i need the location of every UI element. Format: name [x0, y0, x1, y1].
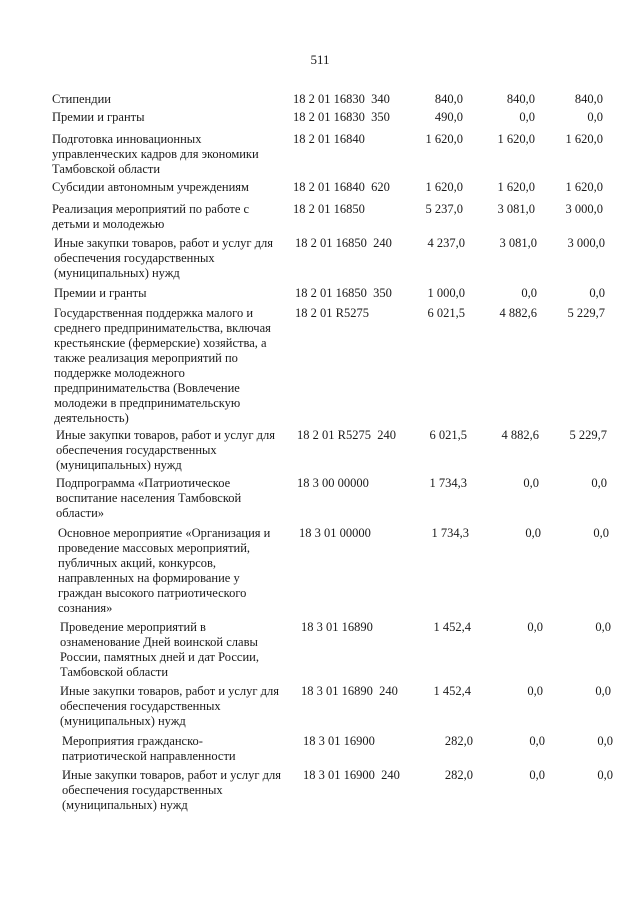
row-value-2: 0,0 — [519, 110, 535, 124]
row-value-3: 5 229,7 — [567, 306, 605, 320]
row-value-1: 1 620,0 — [425, 180, 463, 194]
row-name: Субсидии автономным учреждениям — [52, 180, 249, 194]
row-value-1: 6 021,5 — [429, 428, 467, 442]
row-value-2: 4 882,6 — [499, 306, 537, 320]
row-value-2: 0,0 — [525, 526, 541, 540]
row-value-2: 3 081,0 — [499, 236, 537, 250]
row-code: 18 3 01 16900 240 — [303, 768, 400, 782]
row-value-1: 840,0 — [434, 92, 463, 106]
row-code: 18 3 01 16890 — [301, 620, 373, 634]
row-value-1: 6 021,5 — [427, 306, 465, 320]
row-code: 18 3 00 00000 — [297, 476, 369, 490]
row-code: 18 2 01 16840 — [293, 132, 365, 146]
row-value-2: 0,0 — [521, 286, 537, 300]
row-value-2: 0,0 — [527, 684, 543, 698]
row-name: Иные закупки товаров, работ и услуг для обеспечения государственных (муниципальных) нужд — [56, 428, 276, 472]
row-code: 18 2 01 16830 350 — [293, 110, 390, 124]
row-value-3: 0,0 — [587, 110, 603, 124]
row-value-3: 1 620,0 — [565, 132, 603, 146]
row-value-1: 4 237,0 — [427, 236, 465, 250]
row-name: Иные закупки товаров, работ и услуг для обеспечения государственных (муниципальных) нужд — [54, 236, 274, 280]
row-value-2: 4 882,6 — [501, 428, 539, 442]
row-name: Мероприятия гражданско- патриотической направленности — [62, 734, 236, 763]
row-code: 18 2 01 16830 340 — [293, 92, 390, 106]
row-value-3: 0,0 — [591, 476, 607, 490]
row-value-3: 1 620,0 — [565, 180, 603, 194]
row-code: 18 2 01 R5275 240 — [297, 428, 396, 442]
row-value-1: 1 452,4 — [433, 684, 471, 698]
row-value-3: 0,0 — [595, 620, 611, 634]
row-value-1: 5 237,0 — [425, 202, 463, 216]
row-value-3: 0,0 — [589, 286, 605, 300]
row-value-2: 1 620,0 — [497, 132, 535, 146]
row-name: Подготовка инновационных управленческих кадров для экономики Тамбовской области — [52, 132, 259, 176]
row-value-2: 0,0 — [529, 734, 545, 748]
row-code: 18 3 01 00000 — [299, 526, 371, 540]
row-name: Премии и гранты — [52, 110, 145, 124]
row-value-3: 0,0 — [597, 734, 613, 748]
row-name: Премии и гранты — [54, 286, 147, 300]
row-value-1: 1 734,3 — [429, 476, 467, 490]
row-value-1: 282,0 — [444, 768, 473, 782]
row-value-3: 5 229,7 — [569, 428, 607, 442]
row-value-1: 1 000,0 — [427, 286, 465, 300]
row-name: Стипендии — [52, 92, 111, 106]
row-value-1: 1 620,0 — [425, 132, 463, 146]
page-number: 511 — [310, 52, 330, 67]
row-value-3: 0,0 — [597, 768, 613, 782]
row-name: Иные закупки товаров, работ и услуг для обеспечения государственных (муниципальных) нужд — [62, 768, 282, 812]
row-value-1: 282,0 — [444, 734, 473, 748]
row-value-2: 3 081,0 — [497, 202, 535, 216]
row-code: 18 2 01 16850 240 — [295, 236, 392, 250]
row-value-2: 840,0 — [506, 92, 535, 106]
row-code: 18 2 01 16850 350 — [295, 286, 392, 300]
row-value-2: 0,0 — [523, 476, 539, 490]
row-value-3: 3 000,0 — [567, 236, 605, 250]
row-name: Иные закупки товаров, работ и услуг для обеспечения государственных (муниципальных) нужд — [60, 684, 280, 728]
row-name: Проведение мероприятий в ознаменование Дней воинской славы России, памятных дней и дат России, Тамбовской области — [60, 620, 259, 679]
row-value-1: 1 734,3 — [431, 526, 469, 540]
row-name: Подпрограмма «Патриотическое воспитание населения Тамбовской области» — [56, 476, 242, 520]
row-code: 18 2 01 R5275 — [295, 306, 369, 320]
row-code: 18 3 01 16890 240 — [301, 684, 398, 698]
row-code: 18 2 01 16840 620 — [293, 180, 390, 194]
row-value-1: 1 452,4 — [433, 620, 471, 634]
row-value-2: 0,0 — [529, 768, 545, 782]
row-name: Государственная поддержка малого и среднего предпринимательства, включая крестьянские (фермерские) хозяйства, а также реализация мероприятий по поддержке молодежного предпринимательства (Вовлечение молодежи в предпринимательскую деятельность) — [54, 306, 271, 425]
row-value-2: 0,0 — [527, 620, 543, 634]
row-value-3: 840,0 — [574, 92, 603, 106]
row-value-3: 0,0 — [593, 526, 609, 540]
row-value-1: 490,0 — [434, 110, 463, 124]
row-code: 18 3 01 16900 — [303, 734, 375, 748]
row-code: 18 2 01 16850 — [293, 202, 365, 216]
row-value-2: 1 620,0 — [497, 180, 535, 194]
row-name: Реализация мероприятий по работе с детьми и молодежью — [52, 202, 250, 231]
row-name: Основное мероприятие «Организация и проведение массовых мероприятий, публичных акций, конкурсов, направленных на формирование у граждан высокого патриотического сознания» — [58, 526, 271, 615]
row-value-3: 3 000,0 — [565, 202, 603, 216]
row-value-3: 0,0 — [595, 684, 611, 698]
